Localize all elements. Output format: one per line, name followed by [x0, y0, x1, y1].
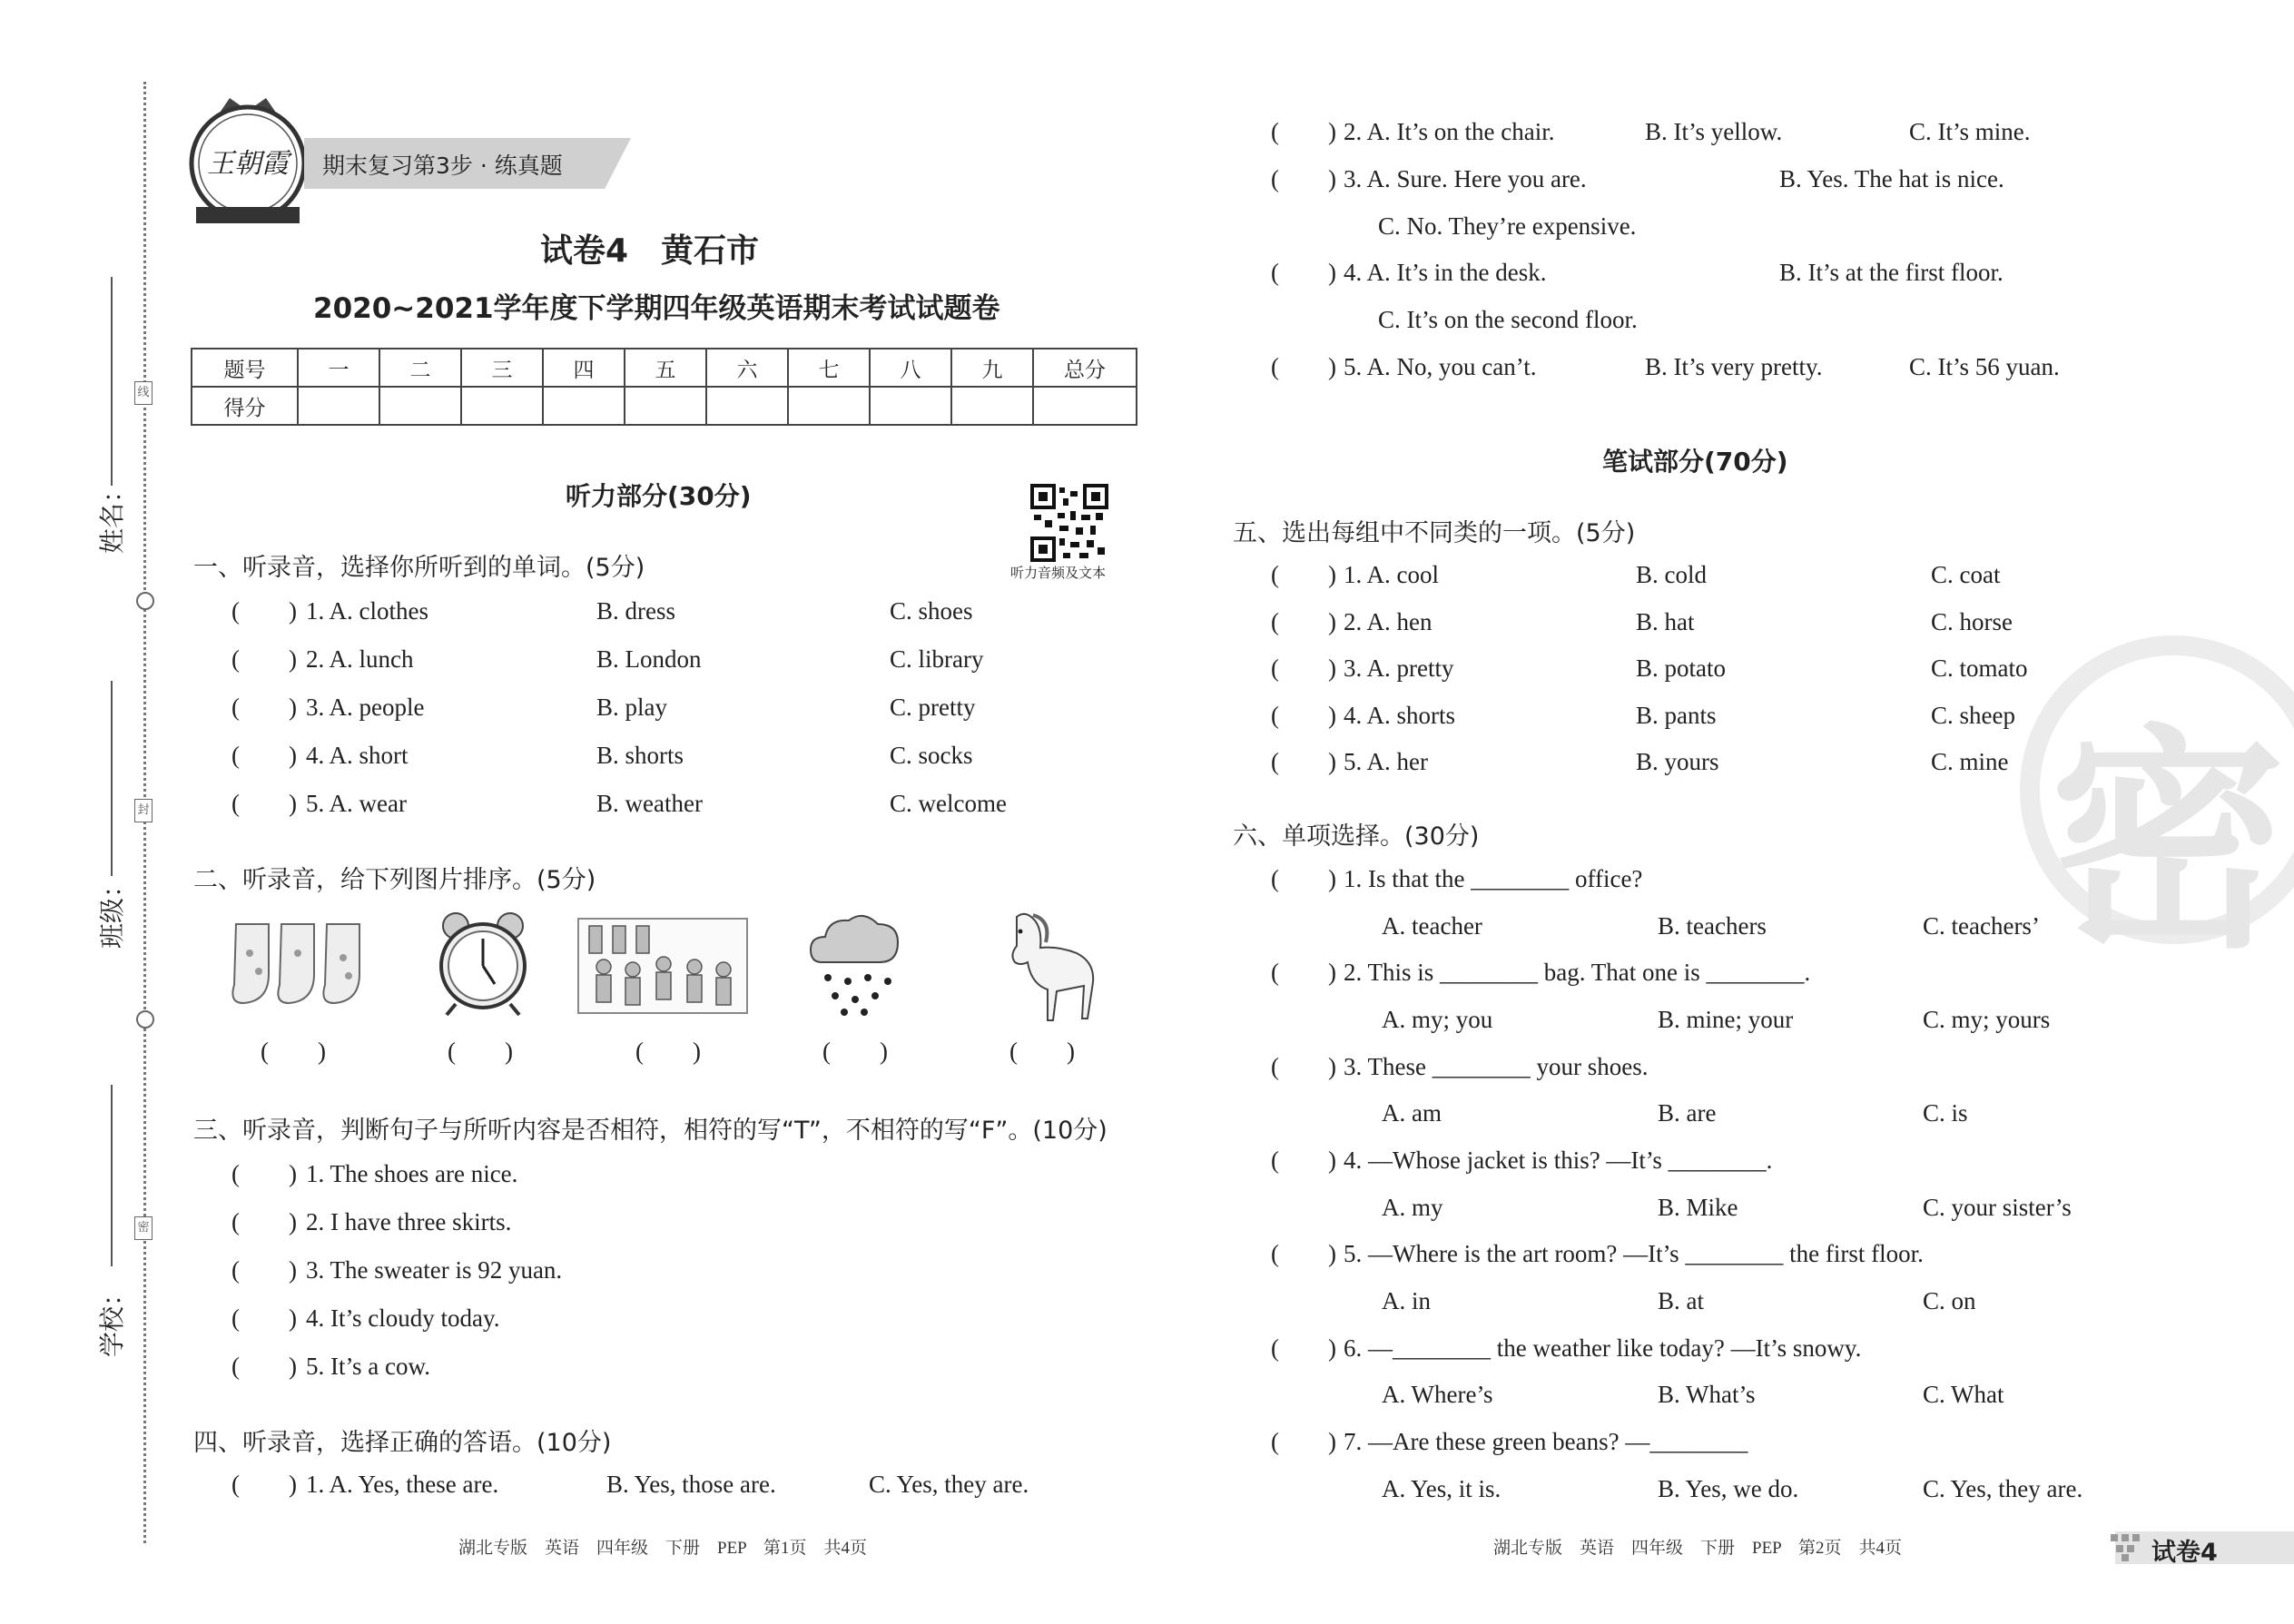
question-text: 4. A. It’s in the desk.	[1344, 259, 1547, 286]
score-header: 五	[625, 349, 706, 387]
question-text: 2. A. lunch	[306, 645, 414, 673]
score-header: 八	[870, 349, 951, 387]
option-c: C. shoes	[890, 597, 973, 625]
score-header: 题号	[192, 349, 298, 387]
option-c: C. sheep	[1931, 702, 2015, 729]
score-cell[interactable]	[543, 387, 625, 425]
question-text: 4. A. short	[306, 742, 409, 769]
answer-paren[interactable]: ( )	[1271, 118, 1336, 145]
option-b: B. weather	[596, 790, 703, 817]
option-c: C. pretty	[890, 694, 976, 721]
option-c: C. library	[890, 645, 984, 673]
section-6-title: 六、单项选择。(30分)	[1233, 822, 1480, 851]
option-b: B. hat	[1636, 608, 1695, 635]
answer-paren[interactable]: ( )	[1271, 748, 1336, 775]
question-text: 3. These ________ your shoes.	[1344, 1053, 1649, 1080]
option-c: C. No. They’re expensive.	[1378, 212, 1637, 240]
answer-paren[interactable]: ( )	[1271, 1053, 1336, 1080]
answer-paren[interactable]: ( )	[231, 1208, 297, 1235]
score-header: 总分	[1033, 349, 1137, 387]
option-b: B. Mike	[1658, 1194, 1738, 1221]
score-cell[interactable]	[788, 387, 870, 425]
answer-paren[interactable]: ( )	[1271, 1334, 1336, 1362]
option-b: B. at	[1658, 1287, 1704, 1314]
written-title: 笔试部分(70分)	[1602, 447, 1788, 477]
exam-subtitle: 2020~2021学年度下学期四年级英语期末考试试题卷	[313, 292, 1000, 325]
classroom-picture	[576, 917, 749, 1019]
answer-paren[interactable]: ( )	[231, 694, 297, 721]
answer-paren[interactable]: ( )	[231, 790, 297, 817]
answer-paren[interactable]: ( )	[1271, 702, 1336, 729]
answer-paren[interactable]: ( )	[231, 742, 297, 769]
logo-text: 王朝霞	[207, 148, 289, 180]
question-text: 3. A. people	[306, 694, 425, 721]
option-b: B. cold	[1636, 561, 1707, 588]
answer-paren[interactable]: ( )	[231, 1471, 297, 1498]
option-b: B. Yes, those are.	[606, 1471, 776, 1498]
score-cell[interactable]	[298, 387, 379, 425]
footer-left: 湖北专版 英语 四年级 下册 PEP 第1页 共4页	[458, 1539, 868, 1558]
order-blank[interactable]: ( )	[1009, 1038, 1075, 1065]
option-b: B. potato	[1636, 655, 1726, 682]
option-b: B. Yes. The hat is nice.	[1779, 165, 2004, 192]
question-text: 1. A. clothes	[306, 597, 428, 625]
review-banner-text: 期末复习第3步 · 练真题	[322, 153, 563, 179]
answer-paren[interactable]: ( )	[231, 1160, 297, 1187]
option-c: C. It’s 56 yuan.	[1909, 353, 2060, 380]
question-text: 3. A. pretty	[1344, 655, 1454, 682]
question-text: 4. —Whose jacket is this? —It’s ________.	[1344, 1147, 1773, 1174]
score-cell[interactable]	[379, 387, 461, 425]
section-1-title: 一、听录音，选择你所听到的单词。(5分)	[193, 554, 645, 582]
paper-tag: 试卷4	[2151, 1539, 2218, 1567]
option-c: C. teachers’	[1923, 912, 2040, 940]
horse-picture	[989, 908, 1108, 1025]
question-text: 5. —Where is the art room? —It’s ________ the first floor.	[1344, 1240, 1924, 1267]
school-blank-line[interactable]	[111, 1085, 113, 1266]
exam-title: 试卷4 黄石市	[540, 232, 760, 270]
answer-paren[interactable]: ( )	[1271, 959, 1336, 986]
score-header: 七	[788, 349, 870, 387]
class-blank-line[interactable]	[111, 681, 113, 876]
option-b: B. mine; your	[1658, 1006, 1794, 1033]
question-text: 5. A. No, you can’t.	[1344, 353, 1537, 380]
question-text: 2. A. hen	[1344, 608, 1433, 635]
option-b: B. yours	[1636, 748, 1719, 775]
option-a: A. am	[1382, 1099, 1442, 1127]
name-blank-line[interactable]	[111, 277, 113, 486]
option-b: B. pants	[1636, 702, 1717, 729]
answer-paren[interactable]: ( )	[1271, 608, 1336, 635]
answer-paren[interactable]: ( )	[231, 645, 297, 673]
question-text: 3. The sweater is 92 yuan.	[306, 1256, 563, 1284]
option-a: A. my	[1382, 1194, 1443, 1221]
binding-hole	[136, 1010, 154, 1029]
snowy-cloud-picture	[808, 912, 908, 1020]
order-blank[interactable]: ( )	[635, 1038, 701, 1065]
score-row-label: 得分	[192, 387, 298, 425]
binding-hole	[136, 592, 154, 610]
question-text: 4. It’s cloudy today.	[306, 1304, 500, 1332]
answer-paren[interactable]: ( )	[1271, 655, 1336, 682]
option-a: A. Yes, it is.	[1382, 1475, 1501, 1502]
question-text: 2. A. It’s on the chair.	[1344, 118, 1555, 145]
answer-paren[interactable]: ( )	[1271, 865, 1336, 892]
option-c: C. on	[1923, 1287, 1976, 1314]
answer-paren[interactable]: ( )	[231, 1256, 297, 1284]
question-text: 6. —________ the weather like today? —It’s snowy.	[1344, 1334, 1862, 1362]
question-text: 2. I have three skirts.	[306, 1208, 512, 1235]
option-c: C. It’s mine.	[1909, 118, 2031, 145]
binding-mark-feng: 封	[134, 799, 153, 822]
question-text: 1. Is that the ________ office?	[1344, 865, 1643, 892]
question-text: 1. The shoes are nice.	[306, 1160, 518, 1187]
alarm-clock-picture	[433, 910, 533, 1022]
score-cell[interactable]	[625, 387, 706, 425]
option-c: C. socks	[890, 742, 973, 769]
option-c: C. your sister’s	[1923, 1194, 2072, 1221]
option-b: B. shorts	[596, 742, 684, 769]
score-header: 一	[298, 349, 379, 387]
option-c: C. horse	[1931, 608, 2013, 635]
answer-paren[interactable]: ( )	[1271, 561, 1336, 588]
score-cell[interactable]	[1033, 387, 1137, 425]
answer-paren[interactable]: ( )	[231, 597, 297, 625]
score-cell[interactable]	[461, 387, 543, 425]
watermark-char: 密	[2050, 706, 2286, 980]
question-text: 5. It’s a cow.	[306, 1353, 430, 1380]
question-text: 3. A. Sure. Here you are.	[1344, 165, 1587, 192]
score-header: 六	[706, 349, 788, 387]
option-b: B. It’s at the first floor.	[1779, 259, 2004, 286]
option-b: B. London	[596, 645, 702, 673]
option-b: B. It’s very pretty.	[1645, 353, 1823, 380]
answer-paren[interactable]: ( )	[1271, 1240, 1336, 1267]
answer-paren[interactable]: ( )	[1271, 259, 1336, 286]
section-5-title: 五、选出每组中不同类的一项。(5分)	[1233, 519, 1636, 547]
order-blank[interactable]: ( )	[448, 1038, 513, 1065]
option-b: B. Yes, we do.	[1658, 1475, 1799, 1502]
option-a: A. in	[1382, 1287, 1431, 1314]
option-c: C. It’s on the second floor.	[1378, 306, 1638, 333]
question-text: 1. A. Yes, these are.	[306, 1471, 499, 1498]
listening-title: 听力部分(30分)	[566, 481, 752, 511]
option-b: B. are	[1658, 1099, 1717, 1127]
answer-paren[interactable]: ( )	[1271, 1147, 1336, 1174]
score-header: 二	[379, 349, 461, 387]
option-c: C. welcome	[890, 790, 1007, 817]
option-b: B. teachers	[1658, 912, 1767, 940]
score-header: 三	[461, 349, 543, 387]
answer-paren[interactable]: ( )	[231, 1304, 297, 1332]
question-text: 7. —Are these green beans? —________	[1344, 1428, 1748, 1455]
option-a: A. my; you	[1382, 1006, 1493, 1033]
option-c: C. Yes, they are.	[1923, 1475, 2083, 1502]
answer-paren[interactable]: ( )	[1271, 353, 1336, 380]
order-blank[interactable]: ( )	[822, 1038, 888, 1065]
question-text: 5. A. wear	[306, 790, 407, 817]
option-c: C. tomato	[1931, 655, 2028, 682]
name-label: 姓名：	[97, 477, 127, 554]
option-a: A. Where’s	[1382, 1381, 1493, 1408]
option-b: B. What’s	[1658, 1381, 1756, 1408]
socks-picture	[227, 917, 381, 1020]
option-a: A. teacher	[1382, 912, 1482, 940]
class-label: 班级：	[97, 871, 127, 949]
option-b: B. dress	[596, 597, 675, 625]
question-text: 5. A. her	[1344, 748, 1428, 775]
option-c: C. is	[1923, 1099, 1968, 1127]
option-c: C. my; yours	[1923, 1006, 2051, 1033]
question-text: 1. A. cool	[1344, 561, 1439, 588]
answer-paren[interactable]: ( )	[1271, 1428, 1336, 1455]
section-4-title: 四、听录音，选择正确的答语。(10分)	[193, 1429, 612, 1457]
question-text: 2. This is ________ bag. That one is ________.	[1344, 959, 1811, 986]
section-2-title: 二、听录音，给下列图片排序。(5分)	[193, 866, 596, 894]
school-label: 学校：	[97, 1280, 127, 1357]
answer-paren[interactable]: ( )	[1271, 165, 1336, 192]
score-table	[191, 348, 1137, 426]
option-c: C. mine	[1931, 748, 2009, 775]
option-c: C. What	[1923, 1381, 2004, 1408]
paper-tag-squares	[2111, 1534, 2145, 1561]
brand-logo	[180, 91, 316, 227]
section-3-title: 三、听录音，判断句子与所听内容是否相符，相符的写“T”，不相符的写“F”。(10分)	[193, 1117, 1108, 1145]
option-b: B. It’s yellow.	[1645, 118, 1783, 145]
qr-code[interactable]	[1030, 484, 1108, 562]
answer-paren[interactable]: ( )	[231, 1353, 297, 1380]
qr-caption: 听力音频及文本	[1010, 565, 1107, 581]
order-blank[interactable]: ( )	[261, 1038, 326, 1065]
option-b: B. play	[596, 694, 667, 721]
binding-mark-mi: 密	[134, 1216, 153, 1240]
score-header: 四	[543, 349, 625, 387]
option-c: C. coat	[1931, 561, 2001, 588]
score-header: 九	[951, 349, 1033, 387]
binding-mark-xian: 线	[134, 381, 153, 405]
score-cell[interactable]	[706, 387, 788, 425]
score-cell[interactable]	[951, 387, 1033, 425]
score-cell[interactable]	[870, 387, 951, 425]
option-c: C. Yes, they are.	[869, 1471, 1029, 1498]
footer-right: 湖北专版 英语 四年级 下册 PEP 第2页 共4页	[1493, 1539, 1903, 1558]
question-text: 4. A. shorts	[1344, 702, 1456, 729]
